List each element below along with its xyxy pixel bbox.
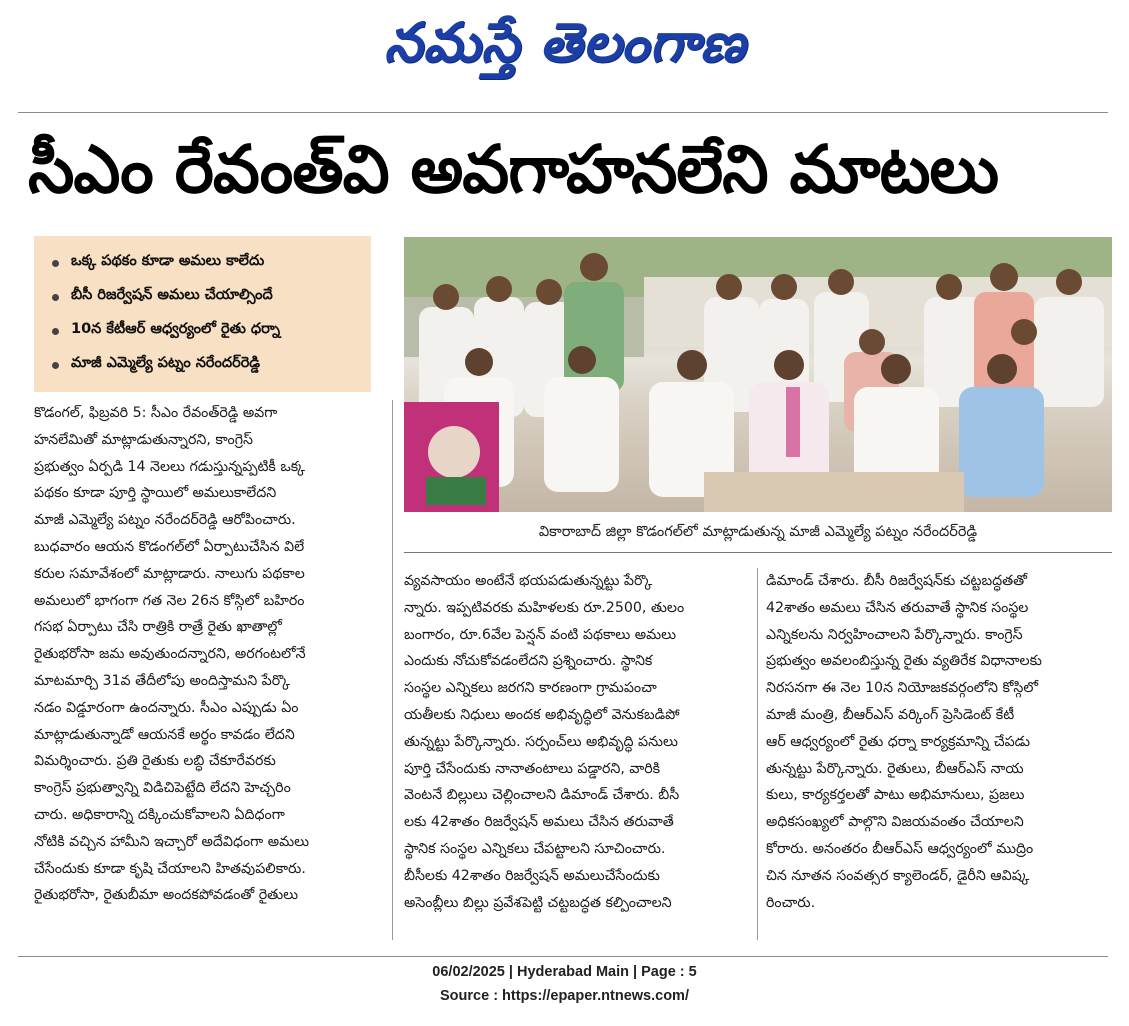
text-line: అసెంబ్లీలు బిల్లు ప్రవేశపెట్టి చట్టబద్ధత కల్పించాలని [404,894,672,911]
text-line: మాట్లాడుతున్నాడో ఆయనకే అర్థం కావడం లేదని [34,726,295,743]
text-line: కరుల సమావేశంలో మాట్లాడారు. నాలుగు పథకాల [34,565,305,582]
text-line: హనలేమితో మాట్లాడుతున్నారని, కాంగ్రెస్ [34,431,253,448]
newspaper-logo: నమస్తే తెలంగాణ [384,11,746,74]
text-line: నడం విడ్డూరంగా ఉందన్నారు. సీఎం ఎప్పుడు ఏం [34,699,299,716]
text-line: యతీలకు నిధులు అందక అభివృద్ధిలో వెనుకబడిపో [404,706,680,723]
text-line: కాంగ్రెస్ ప్రభుత్వాన్ని విడిచిపెట్టేది లేదని హెచ్చరిం [34,780,291,797]
publication-info: 06/02/2025 | Hyderabad Main | Page : 5 [432,964,697,980]
text-line: బీసీలకు 42శాతం రిజర్వేషన్ అమలుచేసేందుకు [404,867,660,884]
text-line: మాజీ ఎమ్మెల్యే పట్నం నరేందర్‌రెడ్డి ఆరోపించారు. [34,512,296,529]
news-photo [404,237,1112,512]
bullet-icon [52,328,59,335]
text-line: అమలులో భాగంగా గత నెల 26న కోస్గిలో బహిరం [34,592,305,609]
text-line: గసభ ఏర్పాటు చేసి రాత్రికి రాత్రే రైతు ఖాతాల్లో [34,619,282,636]
highlights-box [34,236,371,392]
highlight-text: బీసీ రిజర్వేషన్ అమలు చేయాల్సిందే [71,287,273,303]
column-divider [392,400,393,940]
text-line: వ్యవసాయం అంటేనే భయపడుతున్నట్టు పేర్కొ [404,573,653,589]
masthead-divider [18,112,1108,113]
text-line: పూర్తి చేసేందుకు నానాతంటాలు పడ్డారని, వారికి [404,760,661,777]
text-line: నోటికి వచ్చిన హామీని ఇచ్చారో అదేవిధంగా అమలు [34,833,310,850]
text-line: ఆర్ ఆధ్వర్యంలో రైతు ధర్నా కార్యక్రమాన్ని చేపడు [766,733,1031,750]
article-column-3 [766,568,1112,916]
text-line: తున్నట్టు పేర్కొన్నారు. రైతులు, బీఆర్‌ఎస్ నాయ [766,760,1024,777]
highlight-text: మాజీ ఎమ్మెల్యే పట్నం నరేందర్‌రెడ్డి [71,355,261,371]
text-line: తున్నట్టు పేర్కొన్నారు. సర్పంచ్‌లు అభివృద్ధి పనులు [404,733,678,750]
text-line: నిరసనగా ఈ నెల 10న నియోజకవర్గంలోని కోస్గిలో [766,680,1038,697]
text-line: లకు 42శాతం రిజర్వేషన్ అమలు చేసిన తరువాతే [404,814,674,831]
bullet-icon [52,294,59,301]
highlight-item [48,348,359,382]
text-line: పథకం కూడా పూర్తి స్థాయిలో అమలుకాలేదని [34,485,277,502]
text-line: రించారు. [766,894,816,911]
text-line: ఎందుకు నోచుకోవడంలేదని ప్రశ్నించారు. స్థానిక [404,653,653,670]
caption-divider [404,552,1112,553]
text-line: రైతుభరోసా, రైతుబీమా అందకపోవడంతో రైతులు [34,887,299,904]
text-line: 42శాతం అమలు చేసిన తరువాతే స్థానిక సంస్థల [766,599,1029,616]
text-line: కోరారు. అనంతరం బీఆర్‌ఎస్ ఆధ్వర్యంలో ముద్రిం [766,840,1034,857]
text-line: విమర్శించారు. ప్రతి రైతుకు లబ్ధి చేకూరేవరకు [34,753,276,770]
text-line: వెంటనే బిల్లులు చెల్లించాలని డిమాండ్ చేశారు. బీసీ [404,787,680,804]
highlight-text: ఒక్క పథకం కూడా అమలు కాలేదు [71,253,265,269]
text-line: న్నారు. ఇప్పటివరకు మహిళలకు రూ.2500, తులం [404,599,685,616]
text-line: ప్రభుత్వం అవలంబిస్తున్న రైతు వ్యతిరేక విధానాలకు [766,653,1042,670]
highlight-item [48,280,359,314]
text-line: ఎన్నికలను నిర్వహించాలని పేర్కొన్నారు. కాంగ్రెస్ [766,626,1023,643]
text-line: అధికసంఖ్యలో పాల్గొని విజయవంతం చేయాలని [766,814,1024,831]
text-line: డిమాండ్ చేశారు. బీసీ రిజర్వేషన్‌కు చట్టబద్ధతతో [766,573,1028,589]
article-column-1 [34,400,380,909]
footer-divider [18,956,1108,957]
text-line: కొడంగల్, ఫిబ్రవరి 5: సీఎం రేవంత్‌రెడ్డి అవగా [34,405,278,421]
text-line: చేసేందుకు కూడా కృషి చేయాలని హితవుపలికారు. [34,860,306,877]
text-line: స్థానిక సంస్థల ఎన్నికలు చేపట్టాలని సూచించారు. [404,840,666,857]
masthead [0,0,1129,112]
photo-caption: వికారాబాద్ జిల్లా కొడంగల్‌లో మాట్లాడుతున్న మాజీ ఎమ్మెల్యే పట్నం నరేందర్‌రెడ్డి [538,524,978,540]
bullet-icon [52,362,59,369]
group-photo-illustration [404,237,1112,512]
text-line: ప్రభుత్వం ఏర్పడి 14 నెలలు గడుస్తున్నప్పటికీ ఒక్క [34,458,305,475]
article-headline: సీఎం రేవంత్‌వి అవగాహనలేని మాటలు [28,131,999,208]
text-line: మాజీ మంత్రి, బీఆర్‌ఎస్ వర్కింగ్ ప్రెసిడెంట్ కేటీ [766,706,1015,723]
text-line: సంస్థల ఎన్నికలు జరగని కారణంగా గ్రామపంచా [404,680,657,697]
text-line: బుధవారం ఆయన కొడంగల్‌లో ఏర్పాటుచేసిన విలే [34,538,305,555]
text-line: చిన నూతన సంవత్సర క్యాలెండర్, డైరీని ఆవిష్క [766,867,1030,884]
article-column-2 [404,568,748,916]
bullet-icon [52,260,59,267]
source-link[interactable]: Source : https://epaper.ntnews.com/ [440,988,689,1004]
text-line: కులు, కార్యకర్తలతో పాటు అభిమానులు, ప్రజలు [766,787,1025,804]
highlight-item [48,246,359,280]
highlight-item [48,314,359,348]
text-line: మాటమార్చి 31వ తేదీలోపు అందిస్తామని పేర్కొ [34,672,291,689]
highlight-text: 10న కేటీఆర్ ఆధ్వర్యంలో రైతు ధర్నా [71,321,281,337]
text-line: రైతుభరోసా జమ అవుతుందన్నారని, అరగంటలోనే [34,646,306,663]
column-divider [757,568,758,940]
text-line: చారు. అధికారాన్ని దక్కించుకోవాలని ఏదిధంగా [34,806,285,823]
text-line: బంగారం, రూ.6వేల పెన్షన్ వంటి పథకాలు అమలు [404,626,677,643]
